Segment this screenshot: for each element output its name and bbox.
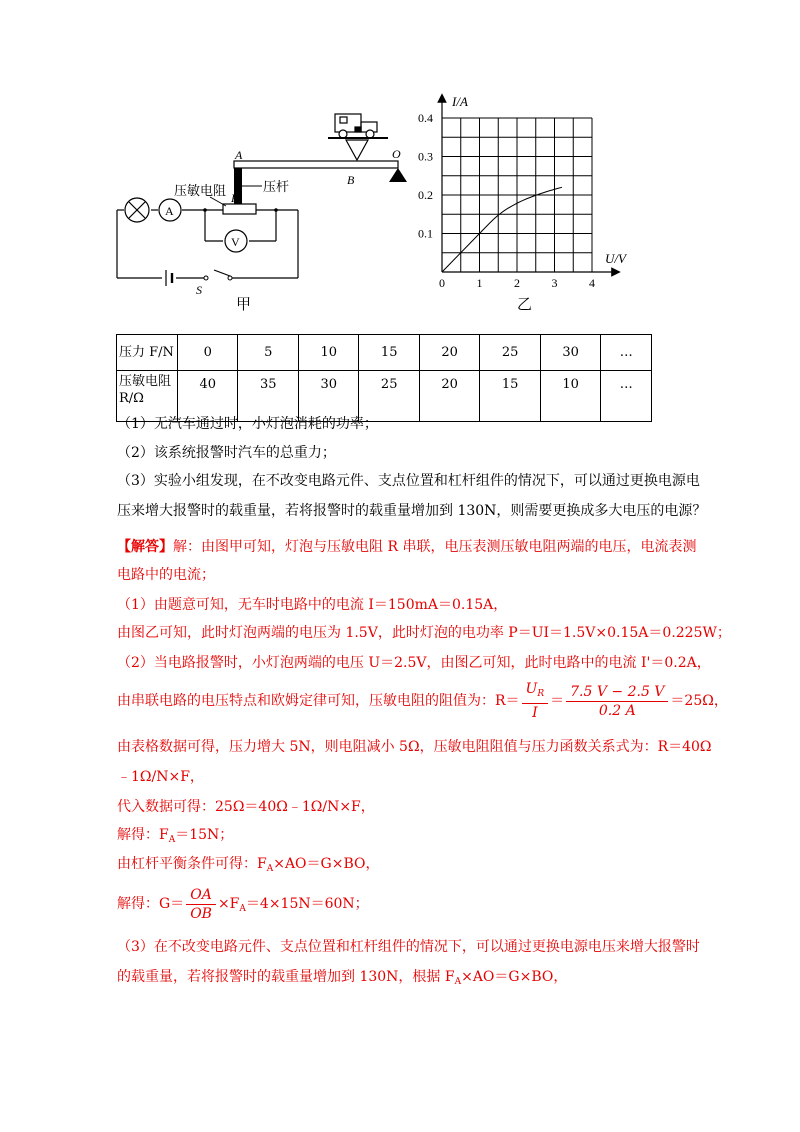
table-cell: 10 xyxy=(540,371,600,422)
answer-line-6: 由串联电路的电压特点和欧姆定律可知，压敏电阻的阻值为：R＝ $\frac{U_R}{I}$ ＝ $\frac{7.5 V - 2.5 V}{0.2 A}$ ＝25Ω， xyxy=(117,681,728,721)
iu-chart xyxy=(410,90,645,290)
y-tick-label: 0.2 xyxy=(418,188,433,202)
platform-support xyxy=(346,140,368,160)
x-tick-label: 4 xyxy=(589,276,595,290)
label-R: R xyxy=(231,191,239,205)
answer-tag: 【解答】 xyxy=(117,539,173,555)
battery-icon xyxy=(166,270,172,286)
table-cell: 15 xyxy=(480,371,540,422)
answer-line-5: （2）当电路报警时，小灯泡两端的电压 U＝2.5V，由图乙可知，此时电路中的电流 I'＝0.2A， xyxy=(117,655,711,671)
x-tick-label: 1 xyxy=(476,276,483,290)
y-tick-label: 0.4 xyxy=(418,111,433,125)
answer-line-9: 代入数据可得：25Ω＝40Ω﹣1Ω/N×F， xyxy=(117,799,375,815)
answer-line-7: 由表格数据可得，压力增大 5N，则电阻减小 5Ω，压敏电阻阻值与压力函数关系式为：R＝40Ω xyxy=(117,739,712,755)
label-sensor: 压敏电阻 xyxy=(174,183,227,198)
label-voltmeter: V xyxy=(231,235,240,249)
figure-yi-caption: 乙 xyxy=(517,295,533,313)
label-lever: 压杆 xyxy=(263,179,290,194)
question-3-line1: （3）实验小组发现，在不改变电路元件、支点位置和杠杆组件的情况下，可以通过更换电源电 xyxy=(117,473,700,489)
answer-line-13: （3）在不改变电路元件、支点位置和杠杆组件的情况下，可以通过更换电源电压来增大报警时 xyxy=(117,939,700,955)
answer-line-12: 解得：G＝ $\frac{OA}{OB}$ $\times F_A=4\times 15N=60N$； xyxy=(117,886,369,922)
answer-line-2: 电路中的电流； xyxy=(117,567,215,583)
answer-line-3: （1）由题意可知，无车时电路中的电流 I＝150mA＝0.15A， xyxy=(117,597,508,613)
table-cell: 0 xyxy=(178,335,238,371)
table-cell: 25 xyxy=(359,371,419,422)
answer-line-8: ﹣1Ω/N×F， xyxy=(117,769,204,785)
fraction-voltage-over-current: $\frac{7.5 V - 2.5 V}{0.2 A}$ xyxy=(566,683,668,720)
table-cell: 20 xyxy=(419,335,479,371)
chart-x-label: U/V xyxy=(605,251,626,266)
table-cell: 20 xyxy=(419,371,479,422)
table-cell: 40 xyxy=(178,371,238,422)
iu-curve xyxy=(442,187,562,272)
circuit-diagram-jia xyxy=(110,100,420,315)
table-cell: 25 xyxy=(480,335,540,371)
question-1: （1）无汽车通过时，小灯泡消耗的功率； xyxy=(117,416,378,432)
label-A: A xyxy=(235,148,243,162)
pressure-resistance-table xyxy=(116,334,652,422)
figure-jia-caption: 甲 xyxy=(236,295,252,313)
question-2: （2）该系统报警时汽车的总重力； xyxy=(117,445,336,461)
question-3-line2: 压来增大报警时的载重量，若将报警时的载重量增加到 130N，则需要更换成多大电压的电源？ xyxy=(117,503,707,519)
label-B: B xyxy=(347,173,355,187)
fraction-ur-over-i: $\frac{U_R}{I}$ xyxy=(522,680,549,722)
label-O: O xyxy=(392,147,401,161)
x-tick-label: 3 xyxy=(551,276,558,290)
sensor-resistor xyxy=(223,204,256,214)
table-cell: 5 xyxy=(238,335,298,371)
table-header-resistance: 压敏电阻 R/Ω xyxy=(117,371,178,422)
table-cell: … xyxy=(601,335,652,371)
y-tick-label: 0.3 xyxy=(418,149,433,164)
table-cell: 10 xyxy=(298,335,358,371)
pivot-triangle xyxy=(389,168,407,182)
table-row xyxy=(117,335,652,371)
answer-line-4: 由图乙可知，此时灯泡两端的电压为 1.5V，此时灯泡的电功率 P＝UI＝1.5V×0.15A＝0.225W； xyxy=(117,625,731,641)
answer-line-14: 的载重量，若将报警时的载重量增加到 130N，根据 $F_A\times AO=G\times BO$， xyxy=(117,969,568,987)
answer-line-1: 【解答】解：由图甲可知，灯泡与压敏电阻 R 串联，电压表测压敏电阻两端的电压，电流表测 xyxy=(117,539,697,555)
label-S: S xyxy=(196,283,202,297)
fraction-oa-over-ob: $\frac{OA}{OB}$ xyxy=(186,886,216,923)
chart-ticks xyxy=(418,111,595,290)
x-tick-label: 2 xyxy=(514,276,520,290)
answer-line-10: 解得：$F_A=15N$； xyxy=(117,827,234,845)
table-header-force: 压力 F/N xyxy=(117,335,178,371)
table-cell: 35 xyxy=(238,371,298,422)
table-cell: 30 xyxy=(298,371,358,422)
lever-bar xyxy=(234,161,398,168)
answer-line-11: 由杠杆平衡条件可得：$F_A\times AO=G\times BO$， xyxy=(117,856,380,874)
table-cell: 15 xyxy=(359,335,419,371)
label-ammeter: A xyxy=(165,204,174,218)
table-cell: 30 xyxy=(540,335,600,371)
x-tick-label: 0 xyxy=(439,276,445,290)
y-tick-label: 0.1 xyxy=(418,226,433,241)
lamp-icon xyxy=(125,198,149,222)
truck-icon xyxy=(328,114,388,138)
table-cell: … xyxy=(601,371,652,422)
chart-y-label: I/A xyxy=(452,94,468,109)
